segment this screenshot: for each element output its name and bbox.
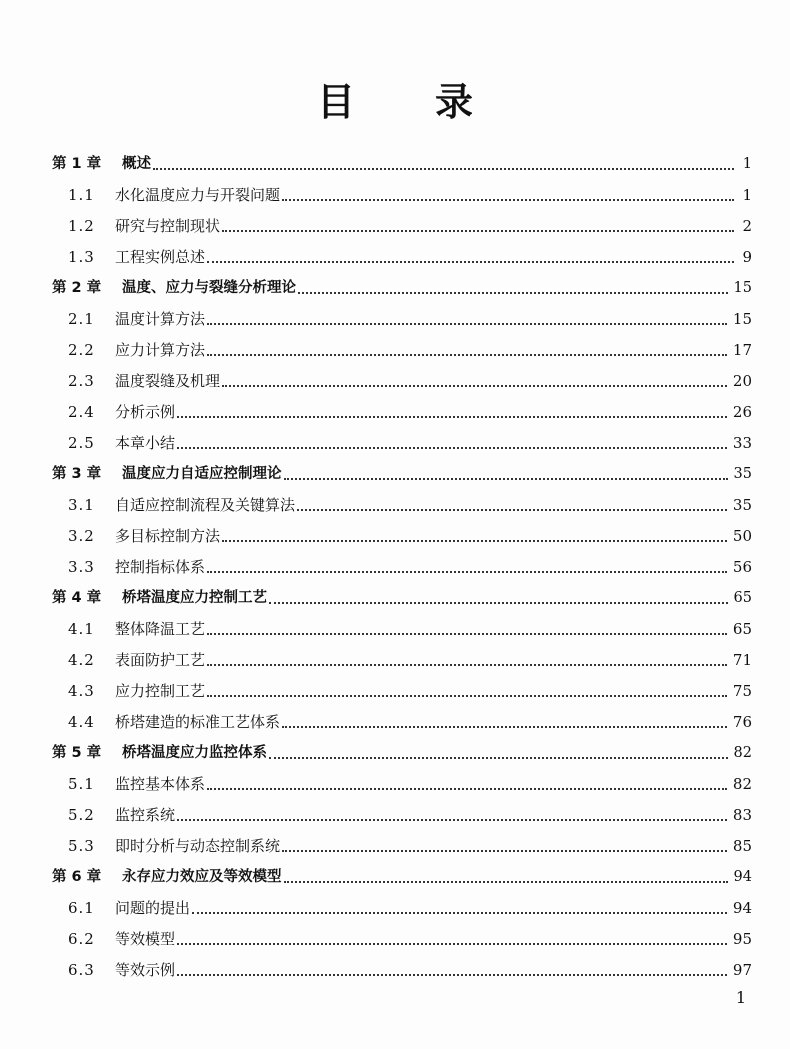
toc-entry-page: 71 — [732, 651, 752, 669]
toc-entry-title: 温度裂缝及机理 — [115, 372, 221, 390]
dot-leader — [269, 756, 728, 759]
toc-entry-number: 4.4 — [68, 713, 95, 731]
toc-chapter-entry — [52, 143, 752, 174]
toc-section-entry — [52, 670, 752, 701]
dot-leader — [177, 942, 727, 945]
toc-section-entry — [52, 949, 752, 980]
toc-section-entry — [52, 360, 752, 391]
dot-leader — [207, 663, 727, 666]
toc-entry-title: 表面防护工艺 — [115, 651, 206, 669]
toc-entry-number: 4.3 — [68, 682, 95, 700]
toc-entry-page: 94 — [733, 869, 752, 885]
toc-entry-page: 1 — [742, 186, 752, 204]
toc-section-entry — [52, 174, 752, 205]
toc-entry-number: 5.3 — [68, 837, 95, 855]
dot-leader — [282, 849, 727, 852]
toc-entry-number: 第 2 章 — [52, 280, 102, 296]
toc-entry-title: 桥塔温度应力监控体系 — [122, 745, 267, 761]
dot-leader — [153, 167, 734, 170]
toc-section-entry — [52, 422, 752, 453]
toc-entry-title: 温度应力自适应控制理论 — [122, 466, 282, 482]
toc-entry-number: 2.3 — [68, 372, 95, 390]
toc-entry-number: 1.1 — [68, 186, 95, 204]
toc-section-entry — [52, 825, 752, 856]
toc-entry-page: 97 — [732, 961, 752, 979]
toc-entry-page: 50 — [732, 527, 752, 545]
toc-entry-title: 应力计算方法 — [115, 341, 206, 359]
dot-leader — [192, 911, 727, 914]
toc-entry-title: 温度、应力与裂缝分析理论 — [122, 280, 296, 296]
page-title — [0, 68, 790, 128]
toc-entry-page: 75 — [732, 682, 752, 700]
toc-chapter-entry — [52, 732, 752, 763]
toc-entry-page: 83 — [732, 806, 752, 824]
toc-chapter-entry — [52, 453, 752, 484]
toc-entry-number: 5.2 — [68, 806, 95, 824]
toc-section-entry — [52, 763, 752, 794]
toc-entry-number: 第 5 章 — [52, 745, 102, 761]
toc-entry-number: 1.2 — [68, 217, 95, 235]
toc-section-entry — [52, 329, 752, 360]
toc-entry-page: 94 — [732, 899, 752, 917]
toc-entry-number: 第 1 章 — [52, 156, 102, 172]
toc-chapter-entry — [52, 267, 752, 298]
toc-entry-title: 等效示例 — [115, 961, 176, 979]
dot-leader — [282, 725, 727, 728]
dot-leader — [177, 415, 727, 418]
dot-leader — [177, 446, 727, 449]
toc-section-entry — [52, 887, 752, 918]
toc-entry-page: 20 — [732, 372, 752, 390]
toc-entry-title: 监控基本体系 — [115, 775, 206, 793]
toc-entry-page: 26 — [732, 403, 752, 421]
toc-entry-title: 工程实例总述 — [115, 248, 206, 266]
dot-leader — [298, 291, 728, 294]
toc-entry-title: 温度计算方法 — [115, 310, 206, 328]
toc-entry-page: 82 — [733, 745, 752, 761]
toc-entry-page: 15 — [732, 310, 752, 328]
toc-entry-title: 控制指标体系 — [115, 558, 206, 576]
toc-entry-page: 33 — [732, 434, 752, 452]
toc-section-entry — [52, 205, 752, 236]
toc-section-entry — [52, 608, 752, 639]
table-of-contents — [52, 143, 752, 980]
toc-entry-title: 永存应力效应及等效模型 — [122, 869, 282, 885]
toc-chapter-entry — [52, 856, 752, 887]
toc-entry-number: 2.2 — [68, 341, 95, 359]
toc-entry-title: 整体降温工艺 — [115, 620, 206, 638]
toc-section-entry — [52, 236, 752, 267]
toc-section-entry — [52, 391, 752, 422]
toc-entry-page: 15 — [733, 280, 752, 296]
toc-entry-number: 第 4 章 — [52, 590, 102, 606]
toc-section-entry — [52, 701, 752, 732]
toc-section-entry — [52, 918, 752, 949]
dot-leader — [284, 477, 728, 480]
toc-entry-page: 85 — [732, 837, 752, 855]
toc-entry-number: 6.1 — [68, 899, 95, 917]
toc-entry-number: 3.2 — [68, 527, 95, 545]
dot-leader — [222, 539, 727, 542]
toc-entry-number: 6.2 — [68, 930, 95, 948]
toc-entry-title: 研究与控制现状 — [115, 217, 221, 235]
toc-entry-page: 65 — [732, 620, 752, 638]
toc-entry-number: 3.1 — [68, 496, 95, 514]
toc-section-entry — [52, 515, 752, 546]
toc-entry-title: 概述 — [122, 156, 151, 172]
dot-leader — [282, 198, 734, 201]
toc-entry-number: 4.2 — [68, 651, 95, 669]
dot-leader — [207, 632, 727, 635]
toc-entry-title: 本章小结 — [115, 434, 176, 452]
toc-section-entry — [52, 794, 752, 825]
toc-section-entry — [52, 484, 752, 515]
toc-entry-title: 即时分析与动态控制系统 — [115, 837, 281, 855]
toc-entry-number: 2.5 — [68, 434, 95, 452]
toc-entry-number: 2.1 — [68, 310, 95, 328]
toc-entry-page: 65 — [733, 590, 752, 606]
toc-entry-title: 等效模型 — [115, 930, 176, 948]
dot-leader — [207, 694, 727, 697]
toc-entry-page: 35 — [732, 496, 752, 514]
dot-leader — [284, 880, 728, 883]
toc-entry-number: 6.3 — [68, 961, 95, 979]
toc-entry-number: 3.3 — [68, 558, 95, 576]
toc-section-entry — [52, 546, 752, 577]
title-char-2: 录 — [435, 79, 474, 124]
dot-leader — [207, 787, 727, 790]
toc-entry-number: 1.3 — [68, 248, 95, 266]
toc-entry-title: 水化温度应力与开裂问题 — [115, 186, 281, 204]
toc-entry-page: 17 — [732, 341, 752, 359]
dot-leader — [269, 601, 728, 604]
page-number: 1 — [735, 988, 746, 1007]
toc-entry-title: 多目标控制方法 — [115, 527, 221, 545]
toc-section-entry — [52, 639, 752, 670]
dot-leader — [207, 570, 727, 573]
toc-entry-title: 分析示例 — [115, 403, 176, 421]
dot-leader — [222, 384, 727, 387]
toc-entry-page: 56 — [732, 558, 752, 576]
dot-leader — [207, 322, 727, 325]
toc-chapter-entry — [52, 577, 752, 608]
toc-entry-page: 82 — [732, 775, 752, 793]
toc-entry-page: 9 — [742, 248, 752, 266]
dot-leader — [222, 229, 734, 232]
toc-entry-title: 监控系统 — [115, 806, 176, 824]
dot-leader — [297, 508, 727, 511]
toc-entry-page: 76 — [732, 713, 752, 731]
dot-leader — [177, 973, 727, 976]
toc-entry-page: 2 — [742, 217, 752, 235]
title-char-1: 目 — [316, 79, 355, 124]
toc-entry-number: 第 6 章 — [52, 869, 102, 885]
toc-entry-number: 2.4 — [68, 403, 95, 421]
toc-section-entry — [52, 298, 752, 329]
toc-entry-page: 95 — [732, 930, 752, 948]
toc-entry-title: 桥塔建造的标准工艺体系 — [115, 713, 281, 731]
toc-entry-number: 4.1 — [68, 620, 95, 638]
dot-leader — [207, 260, 734, 263]
toc-entry-title: 自适应控制流程及关键算法 — [115, 496, 296, 514]
toc-entry-page: 1 — [742, 156, 752, 172]
dot-leader — [177, 818, 727, 821]
toc-entry-title: 桥塔温度应力控制工艺 — [122, 590, 267, 606]
toc-entry-number: 第 3 章 — [52, 466, 102, 482]
toc-entry-title: 问题的提出 — [115, 899, 191, 917]
toc-entry-title: 应力控制工艺 — [115, 682, 206, 700]
toc-entry-number: 5.1 — [68, 775, 95, 793]
dot-leader — [207, 353, 727, 356]
toc-entry-page: 35 — [733, 466, 752, 482]
